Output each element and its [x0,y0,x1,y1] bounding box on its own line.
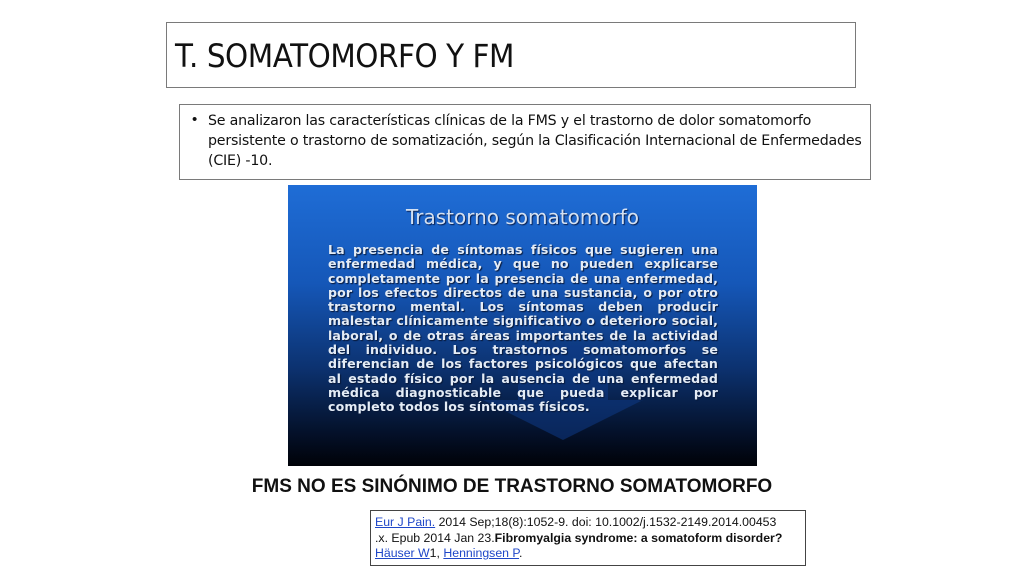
author-link-henningsen[interactable]: Henningsen P [443,546,520,560]
embedded-slide-image [288,185,757,466]
title-box [166,22,856,88]
author-link-hauser[interactable]: Häuser W [375,546,430,560]
citation-line-1: 2014 Sep;18(8):1052-9. doi: 10.1002/j.1532-2149.2014.00453 [435,515,777,529]
image-paragraph: La presencia de síntomas físicos que sugieren una enfermedad médica, y que no pueden explicarse completamente por la presencia de una enfermedad, por los efectos directos de una sustancia, o por otro trastorno mental. Los síntomas deben producir malestar clínicamente significativo o deterioro social, laboral, o de otras áreas importantes de la actividad del individuo. Los trastornos somatomorfos se diferencian de los factores psicológicos que afectan al estado físico por la ausencia de una enfermedad médica diagnosticable que pueda explicar por completo todos los síntomas físicos. [328,242,718,415]
article-title: Fibromyalgia syndrome: a somatoform disorder? [494,530,783,545]
highlight-note: FMS NO ES SINÓNIMO DE TRASTORNO SOMATOMORFO [251,476,773,497]
journal-link[interactable]: Eur J Pain. [375,515,436,529]
bullet-marker: • [192,111,198,128]
author-suffix: 1, [429,546,444,560]
image-heading: Trastorno somatomorfo [405,205,640,229]
bullet-text: Se analizaron las características clínicas de la FMS y el trastorno de dolor somatomorfo persistente o trastorno de somatización, según la Clasificación Internacional de Enfermedades (CIE) -10. [208,113,862,169]
slide-title: T. SOMATOMORFO Y FM [175,37,514,75]
citation-line-2: .x. Epub 2014 Jan 23. [375,530,495,545]
citation-end: . [519,546,523,560]
bullet-box [179,104,871,180]
reference-box [370,510,806,566]
